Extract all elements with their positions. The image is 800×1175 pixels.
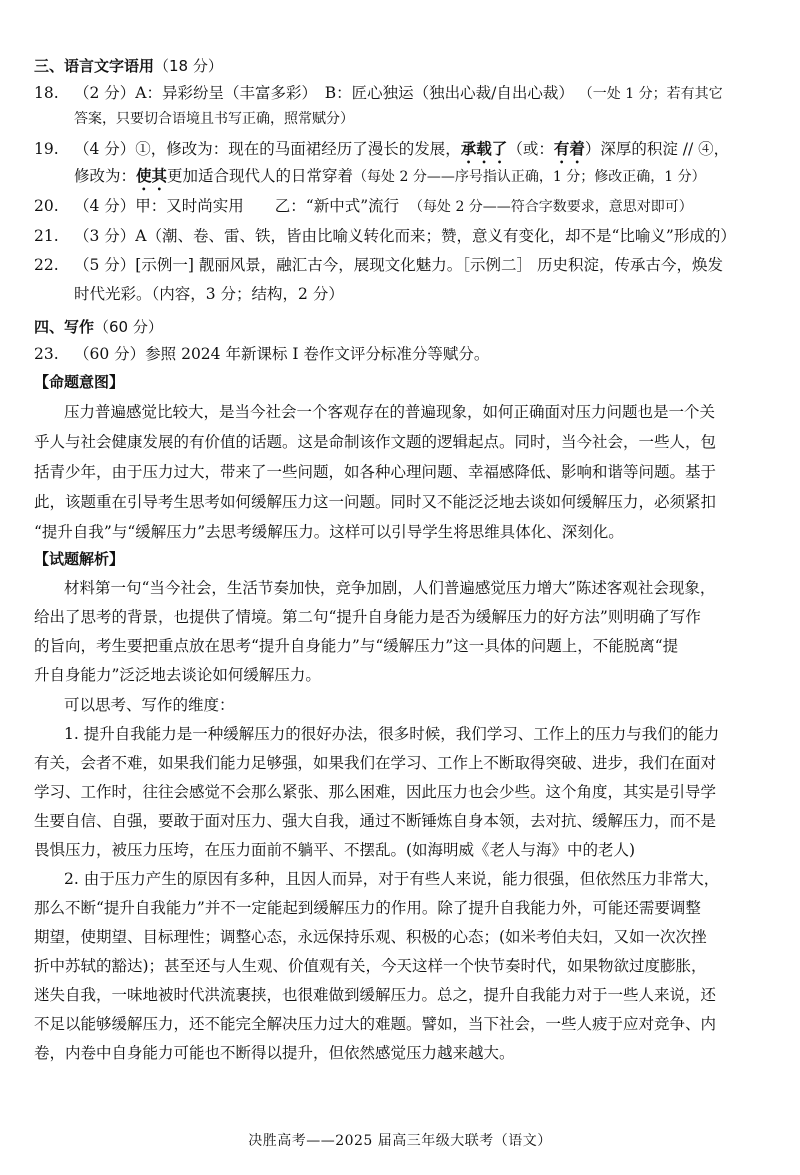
intent-heading: 【命题意图】 bbox=[34, 373, 125, 391]
answer-19-line2-pre: 修改为： bbox=[74, 167, 137, 185]
intent-line: 乎人与社会健康发展的有价值的话题。这是命制该作文题的逻辑起点。同时，当今社会，一些人，包 bbox=[34, 433, 717, 451]
answer-18-note: （一处 1 分；若有其它 bbox=[578, 86, 723, 102]
intent-line: 括青少年，由于压力过大，带来了一些问题，如各种心理问题、幸福感降低、影响和谐等问题。基于 bbox=[34, 463, 717, 481]
answer-22-line2: 时代光彩。（内容，3 分；结构，2 分） bbox=[74, 285, 344, 303]
dimensions-intro: 可以思考、写作的维度： bbox=[64, 696, 235, 714]
answer-19-note: （每处 2 分——序号指认正确，1 分；修改正确，1 分） bbox=[353, 169, 706, 185]
answer-18-text: （2 分）A：异彩纷呈（丰富多彩） B：匠心独运（独出心裁/自出心裁） bbox=[74, 84, 574, 102]
answer-19 bbox=[34, 137, 729, 167]
answer-22 bbox=[34, 253, 723, 277]
answer-23-number: 23. bbox=[34, 345, 59, 363]
answer-21-number: 21. bbox=[34, 227, 59, 245]
dimension-1-line: 有关，会者不难，如果我们能力足够强，如果我们在学习、工作上不断取得突破、进步，我们在面对 bbox=[34, 754, 717, 772]
dimension-2-line: 折中苏轼的豁达)；甚至还与人生观、价值观有关，今天这样一个快节奏时代，如果物欲过度膨胀， bbox=[34, 957, 707, 975]
answer-22-text: （5 分）[示例一] 靓丽风景，融汇古今，展现文化魅力。［示例二］ 历史积淀，传承古今，焕发 bbox=[74, 256, 723, 274]
answer-21 bbox=[34, 224, 736, 248]
dimension-2-line: 迷失自我，一味地被时代洪流裹挟，也很难做到缓解压力。总之，提升自我能力对于一些人来说，还 bbox=[34, 986, 717, 1004]
answer-23 bbox=[34, 342, 489, 366]
answer-19-keyword-3: 使其 bbox=[136, 167, 168, 185]
dimension-2-line: 期望，使期望、目标理性；调整心态，永远保持乐观、积极的心态；(如米考伯夫妇，又如一次次挫 bbox=[34, 928, 707, 946]
analysis-line: 升自身能力”泛泛地去谈论如何缓解压力。 bbox=[34, 666, 321, 684]
section-4-title: 四、写作 bbox=[34, 318, 95, 336]
intent-line: 压力普遍感觉比较大，是当今社会一个客观存在的普遍现象，如何正确面对压力问题也是一个关 bbox=[64, 403, 716, 421]
answer-20 bbox=[34, 194, 693, 219]
answer-22-number: 22. bbox=[34, 256, 59, 274]
answer-20-text: （4 分）甲：又时尚实用 乙：“新中式”流行 bbox=[74, 197, 400, 215]
answer-20-number: 20. bbox=[34, 197, 59, 215]
intent-line: “提升自我”与“缓解压力”去思考缓解压力。这样可以引导学生将思维具体化、深刻化。 bbox=[34, 523, 624, 541]
answer-19-number: 19. bbox=[34, 140, 59, 158]
analysis-line: 给出了思考的背景，也提供了情境。第二句“提升自身能力是否为缓解压力的好方法”则明确了写作 bbox=[34, 608, 701, 626]
page-footer: 决胜高考——2025 届高三年级大联考（语文） bbox=[248, 1133, 552, 1149]
answer-19-rest: ）深厚的积淀 // ④， bbox=[584, 140, 730, 158]
answer-18-line2: 答案，只要切合语境且书写正确，照常赋分） bbox=[74, 111, 354, 127]
analysis-heading: 【试题解析】 bbox=[34, 550, 125, 568]
section-4-points: （60 分） bbox=[94, 318, 163, 336]
dimension-2-line: 那么不断“提升自我能力”并不一定能起到缓解压力的作用。除了提升自我能力外，可能还需要调整 bbox=[34, 899, 701, 917]
answer-21-text: （3 分）A（潮、卷、雷、铁，皆由比喻义转化而来；赞，意义有变化，却不是“比喻义”形成的） bbox=[74, 227, 736, 245]
answer-19-mid: （或： bbox=[507, 140, 554, 158]
intent-line: 此，该题重在引导考生思考如何缓解压力这一问题。同时又不能泛泛地去谈如何缓解压力，必须紧扣 bbox=[34, 493, 717, 511]
dimension-2-line: 不足以能够缓解压力，还不能完全解决压力过大的难题。譬如，当下社会，一些人疲于应对竞争、内 bbox=[34, 1015, 717, 1033]
dimension-1-line: 畏惧压力，被压力压垮，在压力面前不躺平、不摆乱。(如海明威《老人与海》中的老人) bbox=[34, 841, 636, 859]
answer-19-keyword-1: 承载了 bbox=[460, 140, 508, 158]
section-3-points: （18 分） bbox=[154, 57, 223, 75]
dimension-2-line: 2. 由于压力产生的原因有多种，且因人而异，对于有些人来说，能力很强，但依然压力非常大， bbox=[64, 870, 720, 888]
analysis-line: 的旨向，考生要把重点放在思考“提升自身能力”与“缓解压力”这一具体的问题上，不能脱离“提 bbox=[34, 637, 679, 655]
answer-19-line2 bbox=[74, 164, 706, 194]
answer-23-text: （60 分）参照 2024 年新课标 I 卷作文评分标准分等赋分。 bbox=[74, 345, 490, 363]
answer-20-note: （每处 2 分——符合字数要求，意思对即可） bbox=[409, 199, 693, 215]
answer-19-keyword-2: 有着 bbox=[553, 140, 585, 158]
dimension-2-line: 卷，内卷中自身能力可能也不断得以提升，但依然感觉压力越来越大。 bbox=[34, 1044, 515, 1062]
answer-19-text: （4 分）①，修改为：现在的马面裙经历了漫长的发展， bbox=[74, 140, 461, 158]
answer-18 bbox=[34, 81, 723, 106]
section-4-heading bbox=[34, 315, 163, 339]
answer-19-line2-text: 更加适合现代人的日常穿着 bbox=[167, 167, 354, 185]
dimension-1-line: 1. 提升自我能力是一种缓解压力的很好办法，很多时候，我们学习、工作上的压力与我们的能力 bbox=[64, 725, 720, 743]
section-3-heading bbox=[34, 54, 223, 78]
analysis-line: 材料第一句“当今社会，生活节奏加快，竞争加剧，人们普遍感觉压力增大”陈述客观社会现象， bbox=[64, 579, 716, 597]
section-3-title: 三、语言文字语用 bbox=[34, 57, 155, 75]
dimension-1-line: 学习、工作时，往往会感觉不会那么紧张、那么困难，因此压力也会少些。这个角度，其实是引导学 bbox=[34, 783, 717, 801]
dimension-1-line: 生要自信、自强，要敢于面对压力、强大自我，通过不断锤炼自身本领，去对抗、缓解压力，而不是 bbox=[34, 812, 717, 830]
answer-18-number: 18. bbox=[34, 84, 59, 102]
